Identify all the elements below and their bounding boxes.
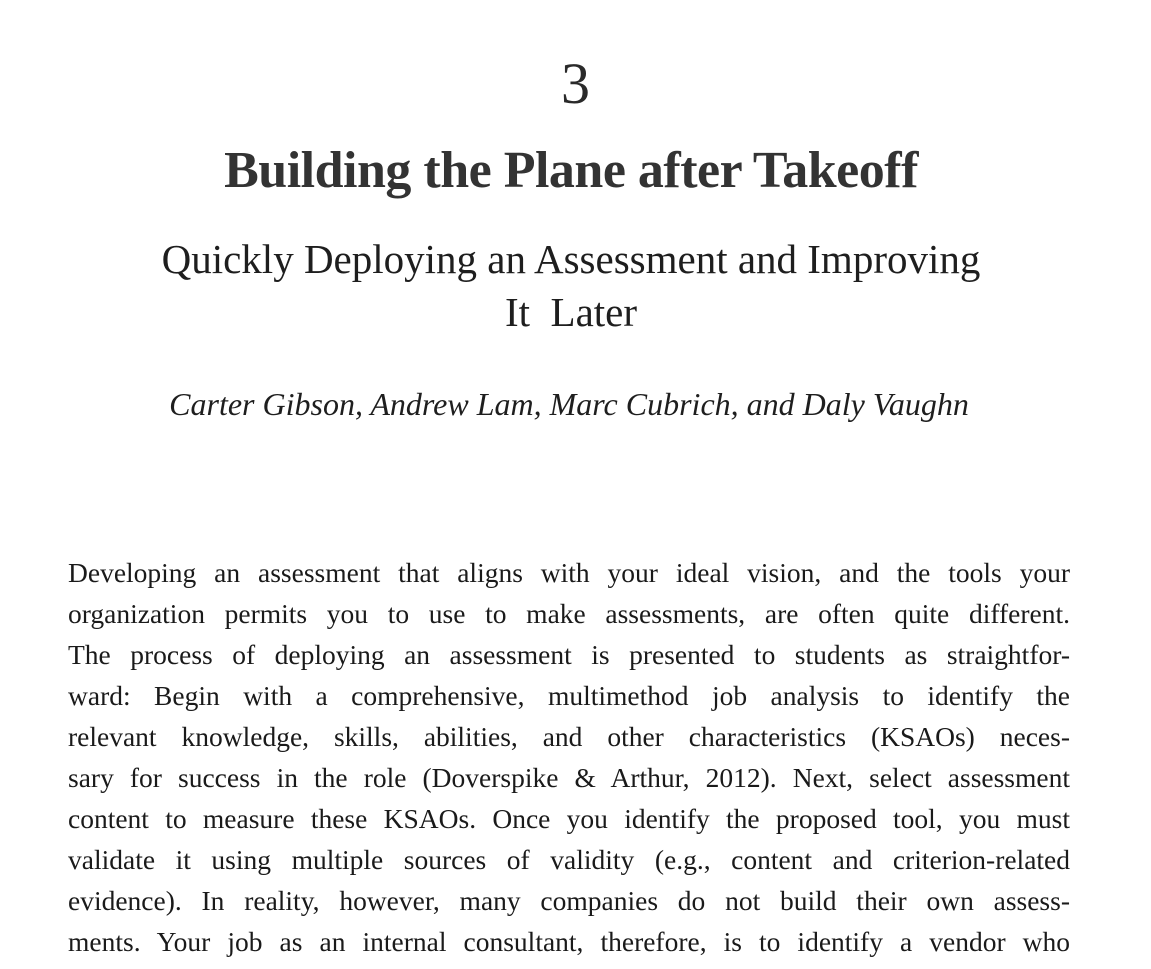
chapter-authors: Carter Gibson, Andrew Lam, Marc Cubrich, and Daly Vaughn [169, 386, 969, 422]
body-line: evidence). In reality, however, many companies do not build their own assess- [68, 885, 1070, 916]
chapter-subtitle-line: Quickly Deploying an Assessment and Improving [161, 236, 981, 282]
body-line: sary for success in the role (Doverspike & Arthur, 2012). Next, select assessment [68, 762, 1070, 793]
body-line: organization permits you to use to make assessments, are often quite different. [68, 598, 1070, 629]
body-line: Developing an assessment that aligns with your ideal vision, and the tools your [68, 557, 1070, 588]
body-line: content to measure these KSAOs. Once you identify the proposed tool, you must [68, 803, 1070, 834]
body-paragraph [68, 552, 1070, 962]
chapter-subtitle-line: It Later [504, 289, 638, 335]
chapter-subtitle [0, 233, 1142, 339]
body-line: ward: Begin with a comprehensive, multimethod job analysis to identify the [68, 680, 1070, 711]
body-line: ments. Your job as an internal consultant, therefore, is to identify a vendor who [68, 926, 1070, 957]
body-line: relevant knowledge, skills, abilities, and other characteristics (KSAOs) neces- [68, 721, 1070, 752]
chapter-title: Building the Plane after Takeoff [224, 142, 918, 199]
body-line: The process of deploying an assessment is presented to students as straightfor- [68, 639, 1070, 670]
chapter-number: 3 [561, 51, 590, 116]
body-line: validate it using multiple sources of validity (e.g., content and criterion-related [68, 844, 1070, 875]
